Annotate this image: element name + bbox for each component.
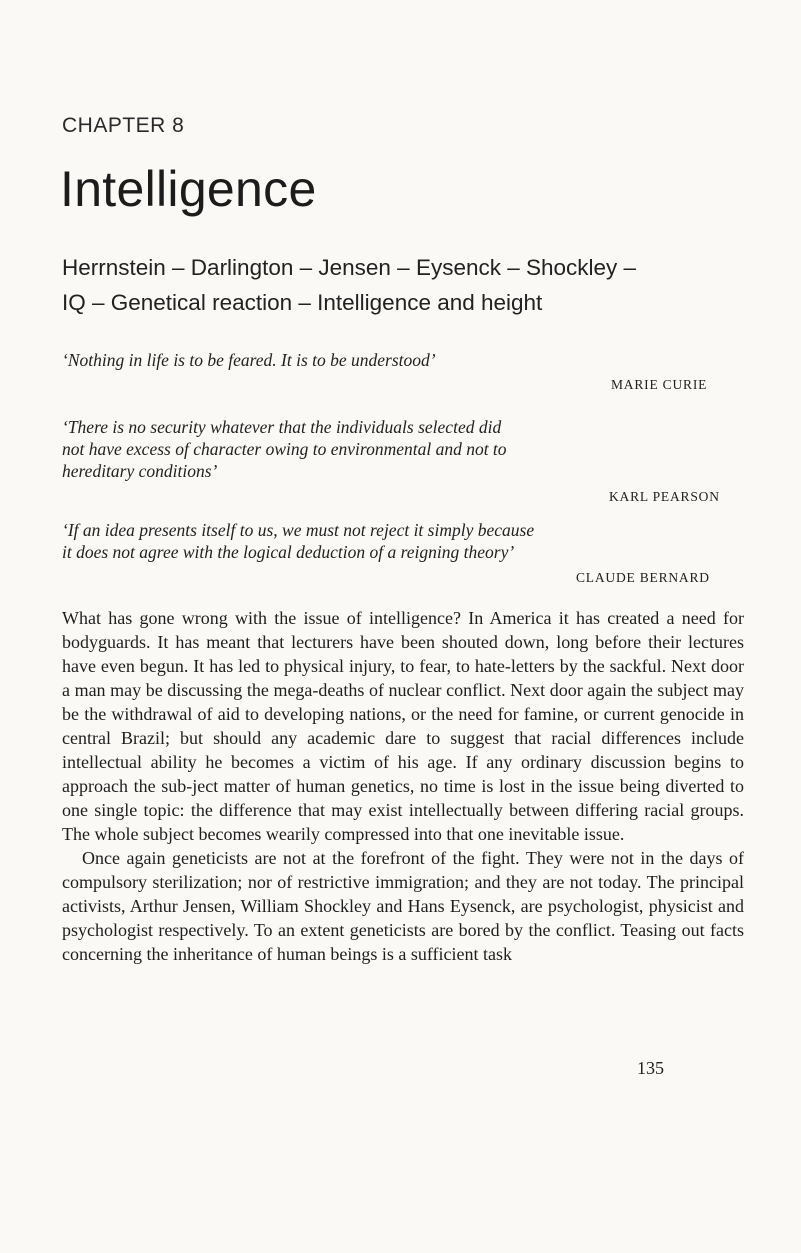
subtitle-line-1: Herrnstein – Darlington – Jensen – Eysenck – Shockley – (62, 255, 637, 280)
page-number: 135 (637, 1058, 664, 1078)
epigraph-bernard (62, 519, 742, 563)
subtitle-line-2: IQ – Genetical reaction – Intelligence and height (62, 290, 543, 315)
epigraph-line: ‘There is no security whatever that the individuals selected did (62, 417, 502, 437)
epigraph-attribution-bernard: CLAUDE BERNARD (576, 570, 710, 585)
epigraph-line: ‘Nothing in life is to be feared. It is to be understood’ (62, 350, 436, 370)
chapter-title: Intelligence (60, 161, 317, 217)
body-paragraph-1: What has gone wrong with the issue of intelligence? In America it has created a need for bodyguards. It has meant that lecturers have been shouted down, long before their lectures have even begun. It has led to physical injury, to fear, to hate-letters by the sackful. Next door a man may be discussing the mega-deaths of nuclear conflict. Next door again the subject may be the withdrawal of aid to developing nations, or the need for famine, or current genocide in central Brazil; but should any academic dare to suggest that racial differences include intellectual ability he becomes a victim of his age. If any ordinary discussion begins to approach the sub-ject matter of human genetics, no time is lost in the issue being diverted to one single topic: the difference that may exist intellectually between differing racial groups. The whole subject becomes wearily compressed into that one inevitable issue. (62, 608, 744, 844)
epigraph-line: hereditary conditions’ (62, 461, 218, 481)
epigraph-attribution-curie: MARIE CURIE (611, 377, 708, 392)
epigraph-line: ‘If an idea presents itself to us, we must not reject it simply because (62, 520, 535, 540)
epigraph-attribution-pearson: KARL PEARSON (609, 489, 720, 504)
chapter-label: CHAPTER 8 (62, 114, 185, 137)
body-paragraph-2: Once again geneticists are not at the forefront of the fight. They were not in the days of compulsory sterilization; nor of restrictive immigration; and they are not today. The principal activists, Arthur Jensen, William Shockley and Hans Eysenck, are psychologist, physicist and psychologist respectively. To an extent geneticists are bored by the conflict. Teasing out facts concerning the inheritance of human beings is a sufficient task (62, 848, 744, 964)
epigraph-line: it does not agree with the logical deduction of a reigning theory’ (62, 542, 515, 562)
epigraph-curie (62, 349, 742, 371)
epigraph-line: not have excess of character owing to environmental and not to (62, 439, 507, 459)
chapter-subtitle (62, 250, 752, 320)
epigraph-pearson (62, 416, 742, 482)
body-text (62, 606, 744, 966)
